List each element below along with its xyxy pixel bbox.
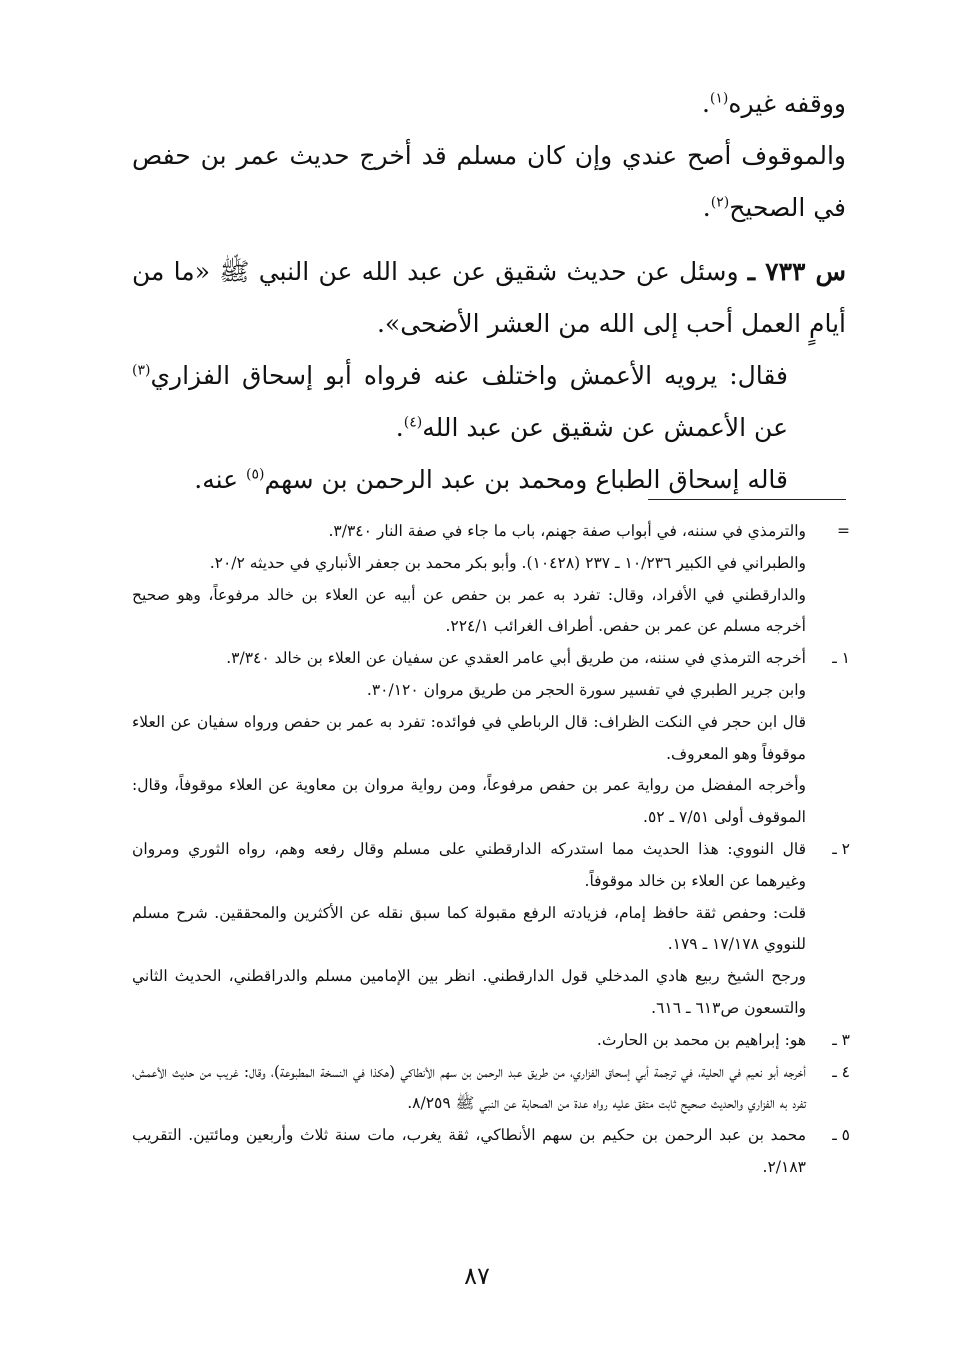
narrators-text-b: عنه.: [194, 465, 247, 494]
footnote-marker: ٥ ـ: [832, 1126, 850, 1145]
footnote-2: [132, 834, 850, 1025]
footnote-line: والطبراني في الكبير ١٠/٢٣٦ ـ ٢٣٧ (١٠٤٢٨). وأبو بكر محمد بن جعفر الأنباري في حديثه ٢٠/٢.: [209, 553, 806, 572]
footnote-marker: ٣ ـ: [832, 1030, 850, 1049]
footnote-line: أخرجه الترمذي في سننه، من طريق أبي عامر العقدي عن سفيان عن العلاء بن خالد ٣/٣٤٠.: [226, 649, 806, 668]
footnote-line: قلت: وحفص ثقة حافظ إمام، فزيادته الرفع مقبولة كما سبق نقله عن الأكثرين والمحققين. شرح مسلم للنووي ١٧/١٧٨ ـ ١٧٩.: [132, 903, 806, 954]
footnote-ref-5[interactable]: (٥): [246, 466, 265, 483]
footnotes: [132, 516, 850, 1184]
answer-end: .: [395, 413, 404, 442]
paragraph-1: [132, 78, 846, 130]
footnote-continued: [132, 516, 850, 643]
footnote-marker: ١ ـ: [832, 649, 850, 668]
question-733: [132, 246, 846, 350]
answer-text-b: عن الأعمش عن شقيق عن عبد الله: [422, 413, 788, 442]
narrators-text-a: قاله إسحاق الطباع ومحمد بن عبد الرحمن بن سهم: [264, 465, 788, 494]
footnote-5: [132, 1120, 850, 1184]
footnote-line: وأخرجه المفضل من رواية عمر بن حفص مرفوعاً، ومن رواية مروان بن معاوية عن العلاء موقوفاً، وقال: الموقوف أولى ٧/٥١ ـ ٥٢.: [132, 776, 806, 827]
paragraph-2-end: .: [702, 193, 711, 222]
page-number: ٨٧: [464, 1262, 490, 1290]
footnote-marker: ٢ ـ: [832, 839, 850, 858]
footnote-line: قال ابن حجر في النكت الظراف: قال الرباطي في فوائده: تفرد به عمر بن حفص ورواه سفيان عن العلاء موقوفاً وهو المعروف.: [132, 712, 806, 763]
paragraph-answer: [132, 350, 846, 454]
footnote-ref-1[interactable]: (١): [709, 90, 729, 107]
paragraph-2: [132, 130, 846, 234]
footnote-line: أخرجه أبو نعيم في الحلية، في ترجمة أبي إسحاق الفزاري، من طريق عبد الرحمن بن سهم الأنطاكي (هكذا في النسخة المطبوعة)، وقال: غريب من حديث الأعمش، تفرد به الفزاري والحديث صحيح ثابت متفق عليه رواه عدة من الصحابة عن النبي ﷺ ٨/٢٥٩.: [132, 1062, 806, 1113]
footnote-marker: ٤ ـ: [832, 1062, 850, 1081]
footnote-ref-4[interactable]: (٤): [403, 414, 423, 431]
answer-text-a: فقال: يرويه الأعمش واختلف عنه فرواه أبو إسحاق الفزاري: [150, 361, 788, 390]
footnote-line: ورجح الشيخ ربيع هادي المدخلي قول الدارقطني. انظر بين الإمامين مسلم والدراقطني، الحديث الثاني والتسعون ص٦١٣ ـ ٦١٦.: [132, 967, 806, 1017]
footnote-separator: [648, 499, 846, 500]
question-number: س ٧٣٣ ـ: [747, 257, 846, 286]
question-text: وسئل عن حديث شقيق عن عبد الله عن النبي ﷺ «ما من أيامٍ العمل أحب إلى الله من العشر الأضحى».: [132, 257, 846, 338]
main-text: [132, 78, 846, 506]
footnote-line: والترمذي في سننه، في أبواب صفة جهنم، باب ما جاء في صفة النار ٣/٣٤٠.: [328, 522, 806, 540]
footnote-line: وابن جرير الطبري في تفسير سورة الحجر من طريق مروان ٣٠/١٢٠.: [366, 680, 806, 699]
paragraph-2-text: والموقوف أصح عندي وإن كان مسلم قد أخرج حديث عمر بن حفص في الصحيح: [132, 141, 846, 222]
footnote-line: هو: إبراهيم بن محمد بن الحارث.: [596, 1030, 806, 1049]
footnote-1: [132, 643, 850, 834]
footnote-line: والدارقطني في الأفراد، وقال: تفرد به عمر بن حفص عن أبيه عن العلاء بن خالد مرفوعاً، وهو صحيح أخرجه مسلم عن عمر بن حفص. أطراف الغرائب ٢٢٤/١.: [132, 585, 806, 636]
paragraph-1-text: ووقفه غيره: [728, 89, 846, 118]
footnote-line: قال النووي: هذا الحديث مما استدركه الدارقطني على مسلم وقال رفعه وهم، رواه الثوري ومروان وغيرهما عن العلاء بن خالد موقوفاً.: [132, 839, 806, 890]
footnote-3: [132, 1025, 850, 1057]
paragraph-1-end: .: [701, 89, 710, 118]
footnote-line: محمد بن عبد الرحمن بن حكيم بن سهم الأنطاكي، ثقة يغرب، مات سنة ثلاث وأربعين ومائتين. التقريب ٢/١٨٣.: [132, 1126, 806, 1176]
footnote-4: [132, 1057, 850, 1121]
footnote-ref-3[interactable]: (٣): [132, 362, 151, 379]
footnote-ref-2[interactable]: (٢): [710, 194, 730, 211]
footnote-marker: =: [837, 522, 850, 540]
